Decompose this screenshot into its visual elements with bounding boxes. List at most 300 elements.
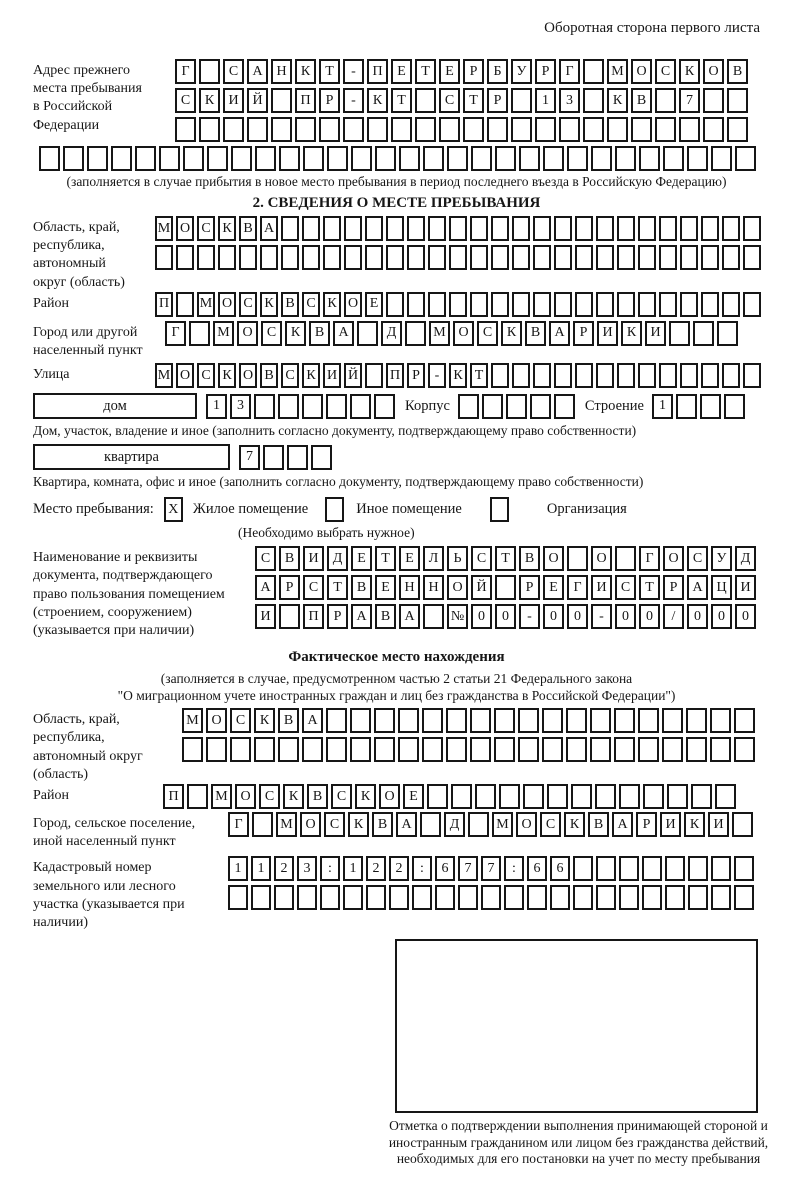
korpus-label: Корпус [405,397,450,414]
char-cell [389,885,409,910]
char-cell: И [223,88,244,113]
char-cell [575,363,593,388]
char-cell [407,245,425,270]
char-cell: С [655,59,676,84]
char-cell: Е [439,59,460,84]
char-cell [447,146,468,171]
char-cell [176,245,194,270]
char-cell [619,856,639,881]
char-cell: О [631,59,652,84]
char-cell [366,885,386,910]
char-cell [679,117,700,142]
char-cell: В [351,575,372,600]
char-cell [643,784,664,809]
char-cell [281,245,299,270]
char-cell: 2 [389,856,409,881]
char-cell [567,146,588,171]
char-cell [420,812,441,837]
char-cell [523,784,544,809]
district-field [33,292,760,317]
char-cell: Т [327,575,348,600]
char-row [182,708,755,733]
char-cell: П [163,784,184,809]
char-cell [596,216,614,241]
char-cell [375,146,396,171]
char-cell [367,117,388,142]
char-cell [701,292,719,317]
char-cell: К [679,59,700,84]
stay-type-label: Место пребывания: [33,501,154,518]
char-cell [475,784,496,809]
char-cell: В [281,292,299,317]
char-cell [566,708,587,733]
char-cell [547,784,568,809]
char-cell: А [399,604,420,629]
char-cell [659,245,677,270]
char-cell: Е [399,546,420,571]
char-cell: О [237,321,258,346]
char-cell: Т [415,59,436,84]
char-cell: М [429,321,450,346]
char-cell [468,812,489,837]
char-cell: К [355,784,376,809]
char-cell [550,885,570,910]
char-cell: И [591,575,612,600]
char-cell [449,292,467,317]
char-cell: В [279,546,300,571]
char-cell [701,363,719,388]
char-row [165,321,738,346]
char-cell: 2 [366,856,386,881]
char-cell [743,363,761,388]
char-cell [446,737,467,762]
char-cell [567,546,588,571]
char-cell: Р [327,604,348,629]
char-cell [591,146,612,171]
char-cell [197,245,215,270]
char-cell: О [239,363,257,388]
char-cell [365,216,383,241]
char-cell [691,784,712,809]
char-cell: С [471,546,492,571]
char-cell: О [206,708,227,733]
char-cell [458,885,478,910]
char-cell: С [615,575,636,600]
cadastral-grid [228,856,754,910]
char-cell: 7 [679,88,700,113]
char-cell [386,216,404,241]
char-cell [176,292,194,317]
char-cell [87,146,108,171]
char-cell [638,363,656,388]
apartment-row [33,444,760,470]
char-cell [512,363,530,388]
region-grid [155,216,761,270]
char-cell [350,394,371,419]
char-cell: Ц [711,575,732,600]
char-cell: С [255,546,276,571]
char-cell [676,394,697,419]
region-label: Область, край, республика, автономный округ (область) [33,220,125,290]
char-row [458,394,575,419]
char-cell: П [367,59,388,84]
char-cell [512,245,530,270]
char-cell [302,216,320,241]
char-cell: Е [403,784,424,809]
char-cell [727,117,748,142]
char-cell: С [239,292,257,317]
char-cell: В [307,784,328,809]
char-cell [326,737,347,762]
char-cell [734,856,754,881]
checkbox-inoe-pomeshchenie [325,497,344,522]
char-cell: К [367,88,388,113]
char-cell [575,292,593,317]
char-cell: 0 [543,604,564,629]
char-cell: Р [463,59,484,84]
char-cell: О [516,812,537,837]
char-cell: У [711,546,732,571]
char-cell [533,363,551,388]
char-cell: Г [567,575,588,600]
char-cell: 6 [527,856,547,881]
char-cell [463,117,484,142]
char-cell: 0 [615,604,636,629]
char-cell [614,708,635,733]
city-label: Город или другой населенный пункт [33,324,143,359]
char-cell [39,146,60,171]
char-cell [499,784,520,809]
char-cell [439,117,460,142]
checkbox-zhiloe-pomeshchenie: X [164,497,183,522]
prev-address-label: Адрес прежнего места пребывания в Российской Федерации [33,63,142,133]
char-cell: Е [351,546,372,571]
char-cell [155,245,173,270]
char-cell: О [300,812,321,837]
street-label: Улица [33,367,70,383]
char-cell: С [197,216,215,241]
char-cell [344,245,362,270]
char-cell [415,88,436,113]
street-field [33,363,760,388]
char-cell [530,394,551,419]
char-cell: А [302,708,323,733]
char-cell [199,59,220,84]
char-cell [711,885,731,910]
actual-region-field [33,708,760,784]
char-cell [596,363,614,388]
char-row [255,546,756,571]
char-cell: Е [365,292,383,317]
char-cell [228,885,248,910]
char-cell [279,604,300,629]
char-cell [575,245,593,270]
stay-type-note: (Необходимо выбрать нужное) [238,525,415,541]
option-label-inoe: Иное помещение [356,501,462,518]
char-cell: 0 [495,604,516,629]
char-cell: Б [487,59,508,84]
char-cell: И [255,604,276,629]
char-cell: М [607,59,628,84]
char-cell [481,885,501,910]
char-cell: М [492,812,513,837]
char-cell: К [199,88,220,113]
header-note: Оборотная сторона первого листа [544,20,760,36]
char-cell [573,885,593,910]
char-cell: Р [573,321,594,346]
char-cell: 3 [230,394,251,419]
char-cell [287,445,308,470]
char-cell [732,812,753,837]
char-cell [482,394,503,419]
char-cell [680,363,698,388]
char-cell [717,321,738,346]
char-cell [687,146,708,171]
char-cell: С [197,363,215,388]
char-cell [527,885,547,910]
char-cell [638,216,656,241]
char-cell [278,737,299,762]
char-cell: К [295,59,316,84]
char-cell: С [281,363,299,388]
char-cell: П [155,292,173,317]
char-cell: А [333,321,354,346]
char-cell [428,245,446,270]
section2-title: 2. СВЕДЕНИЯ О МЕСТЕ ПРЕБЫВАНИЯ [252,195,541,211]
char-cell [583,117,604,142]
option-label-zhiloe: Жилое помещение [192,501,309,518]
char-cell: С [324,812,345,837]
actual-location-subtitle-2: "О миграционном учете иностранных граждан и лиц без гражданства в Российской Федерации") [117,688,676,704]
char-cell: С [302,292,320,317]
char-cell [471,146,492,171]
char-row [163,784,736,809]
char-row [255,575,756,600]
char-cell: М [182,708,203,733]
char-cell [554,394,575,419]
char-cell [662,708,683,733]
char-cell [254,737,275,762]
char-cell: К [260,292,278,317]
char-cell [374,708,395,733]
char-cell: В [372,812,393,837]
char-cell [662,737,683,762]
char-cell [323,216,341,241]
char-cell: - [428,363,446,388]
char-cell [247,117,268,142]
char-cell [302,394,323,419]
char-cell [399,146,420,171]
char-cell [554,245,572,270]
char-cell: Т [319,59,340,84]
char-cell [302,737,323,762]
char-cell [680,292,698,317]
char-cell [638,245,656,270]
char-cell [559,117,580,142]
char-cell: О [591,546,612,571]
char-cell: А [612,812,633,837]
char-cell: 0 [639,604,660,629]
char-cell: И [708,812,729,837]
char-cell: Р [407,363,425,388]
char-cell [218,245,236,270]
actual-location-subtitle-1: (заполняется в случае, предусмотренном частью 2 статьи 21 Федерального закона [160,671,633,687]
char-cell [327,146,348,171]
char-cell [398,737,419,762]
char-cell [686,737,707,762]
char-cell [614,737,635,762]
char-cell: А [255,575,276,600]
char-cell: И [323,363,341,388]
char-row [175,88,748,113]
option-label-organizatsiya: Организация [546,501,627,518]
char-cell [722,245,740,270]
char-cell [693,321,714,346]
char-cell [423,604,444,629]
char-cell [688,856,708,881]
actual-district-field [33,784,760,809]
char-cell [422,708,443,733]
char-cell: 1 [652,394,673,419]
char-cell: Р [487,88,508,113]
char-cell [533,245,551,270]
char-cell: Й [344,363,362,388]
char-cell [428,292,446,317]
char-cell [449,245,467,270]
char-cell: 1 [228,856,248,881]
char-cell [415,117,436,142]
char-cell [470,245,488,270]
char-cell [590,708,611,733]
char-cell: О [235,784,256,809]
char-cell: О [447,575,468,600]
char-cell: Н [423,575,444,600]
char-cell [187,784,208,809]
char-cell [617,216,635,241]
char-cell [398,708,419,733]
char-cell: А [396,812,417,837]
char-row [228,856,754,881]
char-cell [494,708,515,733]
char-row [155,216,761,241]
char-cell: Р [519,575,540,600]
char-cell [519,146,540,171]
char-cell: Е [543,575,564,600]
char-cell [543,146,564,171]
char-cell [223,117,244,142]
char-cell: К [302,363,320,388]
char-cell: Р [279,575,300,600]
char-cell: И [735,575,756,600]
char-cell [182,737,203,762]
char-cell [722,363,740,388]
char-cell [491,363,509,388]
char-cell: А [687,575,708,600]
char-cell: Г [175,59,196,84]
char-cell: В [278,708,299,733]
char-cell: М [211,784,232,809]
char-cell [374,737,395,762]
char-cell [596,856,616,881]
char-cell [596,245,614,270]
char-cell: О [218,292,236,317]
char-cell: У [511,59,532,84]
char-cell [583,59,604,84]
char-cell: И [645,321,666,346]
char-cell [688,885,708,910]
stroenie-label: Строение [584,397,644,414]
char-cell [617,363,635,388]
char-cell: Т [375,546,396,571]
char-cell [642,856,662,881]
char-cell [206,737,227,762]
char-cell: О [344,292,362,317]
char-cell [617,292,635,317]
char-cell [326,394,347,419]
char-row [206,394,395,419]
char-cell [311,445,332,470]
char-cell: 6 [550,856,570,881]
char-cell [511,117,532,142]
char-cell: О [176,363,194,388]
char-cell: В [727,59,748,84]
char-cell [743,216,761,241]
char-cell [159,146,180,171]
char-cell [189,321,210,346]
char-cell: - [591,604,612,629]
char-row [652,394,745,419]
char-cell: С [303,575,324,600]
char-cell [391,117,412,142]
char-cell: М [197,292,215,317]
char-cell [542,708,563,733]
char-cell: Е [375,575,396,600]
char-cell: Г [559,59,580,84]
char-cell [504,885,524,910]
char-cell [365,245,383,270]
char-cell: В [309,321,330,346]
char-cell: М [155,363,173,388]
char-cell [615,146,636,171]
char-cell [638,292,656,317]
char-cell [655,88,676,113]
char-cell: - [343,59,364,84]
char-cell: В [260,363,278,388]
char-cell: К [607,88,628,113]
char-cell [619,885,639,910]
char-cell: К [501,321,522,346]
char-cell [281,216,299,241]
char-cell [631,117,652,142]
char-cell [491,216,509,241]
char-cell [451,784,472,809]
char-cell [263,445,284,470]
char-cell [655,117,676,142]
char-cell: В [239,216,257,241]
char-cell: Л [423,546,444,571]
char-cell [470,216,488,241]
char-cell [686,708,707,733]
char-cell [615,546,636,571]
char-cell: К [323,292,341,317]
prev-address-caption: (заполняется в случае прибытия в новое место пребывания в период последнего въезда в Российскую Федерацию) [66,174,727,189]
char-cell [365,363,383,388]
char-cell: Т [639,575,660,600]
char-cell [575,216,593,241]
char-cell: О [453,321,474,346]
char-cell [701,245,719,270]
char-cell: К [449,363,467,388]
